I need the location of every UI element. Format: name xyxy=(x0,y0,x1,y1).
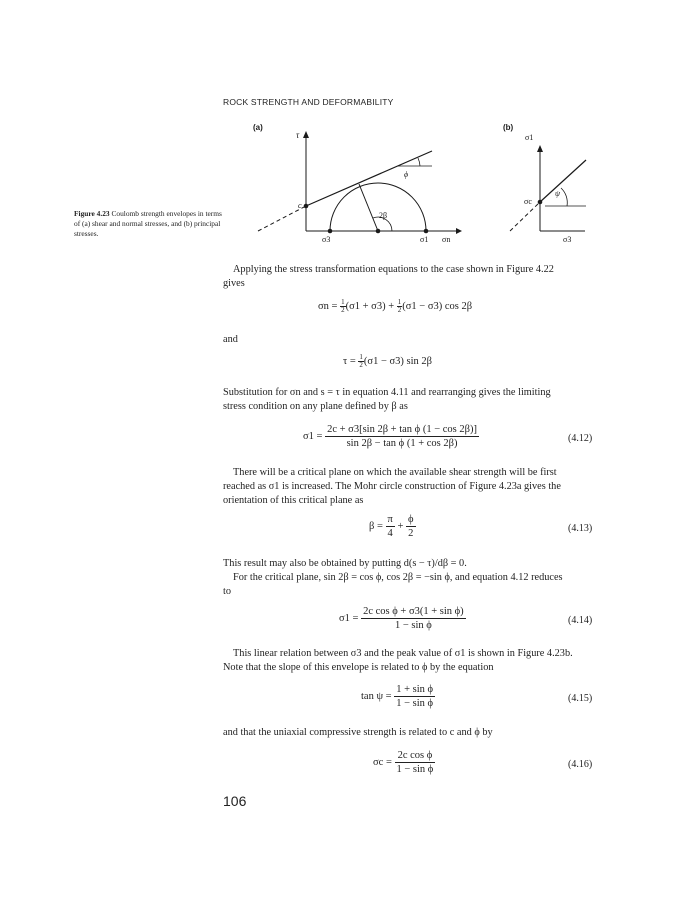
eq414-denominator: 1 − sin ϕ xyxy=(394,620,432,631)
phi-arc xyxy=(418,158,420,166)
eq415-numerator: 1 + sin ϕ xyxy=(396,684,434,695)
eq-tau-rhs: (σ1 − σ3) sin 2β xyxy=(363,355,432,367)
sigma1-point xyxy=(424,229,429,234)
eq-sn-part-2: (σ1 − σ3) cos 2β xyxy=(402,300,473,312)
sigma3-label: σ3 xyxy=(322,235,331,244)
eq413-den-1: 4 xyxy=(387,528,393,539)
paragraph-3-line-3: orientation of this critical plane as xyxy=(223,495,364,506)
eq413-lhs: β = xyxy=(369,520,383,532)
paragraph-3-line-1: There will be a critical plane on which the available shear strength will be first xyxy=(233,467,557,478)
eq415-denominator: 1 − sin ϕ xyxy=(396,698,434,709)
eq415-lhs: tan ψ = xyxy=(361,690,392,702)
equation-tau xyxy=(343,354,432,369)
sigma1-label: σ1 xyxy=(420,235,429,244)
equation-4-16 xyxy=(373,749,435,776)
half-den: 2 xyxy=(397,306,402,314)
tau-label: τ xyxy=(296,130,300,140)
paragraph-1-line-1: Applying the stress transformation equations to the case shown in Figure 4.22 xyxy=(233,264,554,275)
equation-sigma-n xyxy=(318,299,472,314)
panel-b xyxy=(503,123,586,244)
tau-axis-arrow xyxy=(303,131,309,138)
eq-sn-lhs: σn = xyxy=(318,300,341,312)
paragraph-6-line-2: Note that the slope of this envelope is related to ϕ by the equation xyxy=(223,662,494,673)
sigma3-point xyxy=(328,229,333,234)
eq412-lhs: σ1 = xyxy=(303,430,323,442)
eq415-fraction xyxy=(394,683,435,710)
eq413-fraction-1 xyxy=(386,513,395,540)
equation-4-12 xyxy=(303,423,479,450)
sigma3-axis-label: σ3 xyxy=(563,235,572,244)
eq414-fraction xyxy=(361,605,466,632)
eq416-denominator: 1 − sin ϕ xyxy=(396,764,434,775)
eq-tau-lhs: τ = xyxy=(343,355,359,367)
equation-number-4-14: (4.14) xyxy=(568,615,593,626)
sigma-c-point xyxy=(538,200,543,205)
two-beta-label: 2β xyxy=(379,211,388,220)
equation-number-4-13: (4.13) xyxy=(568,523,593,534)
phi-label: ϕ xyxy=(404,170,409,179)
mohr-radius xyxy=(359,184,378,231)
paragraph-3 xyxy=(223,466,603,508)
paragraph-5-line-2: to xyxy=(223,586,232,597)
half-den: 2 xyxy=(359,361,363,369)
half-num: 1 xyxy=(359,353,363,361)
principal-envelope-line xyxy=(540,160,586,202)
eq416-fraction xyxy=(395,749,436,776)
paragraph-2-line-2: stress condition on any plane defined by β as xyxy=(223,401,408,412)
sigma1-axis-arrow xyxy=(537,145,543,152)
sigma-n-label: σn xyxy=(442,235,451,244)
paragraph-2-line-1: Substitution for σn and s = τ in equation 4.11 and rearranging gives the limiting xyxy=(223,387,551,398)
psi-label: ψ xyxy=(555,189,560,198)
cohesion-point xyxy=(304,204,309,209)
and-connector-1: and xyxy=(223,334,238,345)
equation-4-14 xyxy=(339,605,466,632)
eq413-plus: + xyxy=(397,520,404,532)
equation-number-4-16: (4.16) xyxy=(568,759,593,770)
running-header: ROCK STRENGTH AND DEFORMABILITY xyxy=(223,97,394,107)
paragraph-6 xyxy=(223,647,603,675)
half-num: 1 xyxy=(397,298,402,306)
panel-a xyxy=(253,123,462,244)
eq416-numerator: 2c cos ϕ xyxy=(395,749,436,763)
half-den: 2 xyxy=(341,306,345,314)
page-number: 106 xyxy=(223,793,247,809)
figure-caption-text: Coulomb strength envelopes in terms of (a) shear and normal stresses, and (b) principal stresses. xyxy=(74,209,222,238)
paragraph-4: This result may also be obtained by putting d(s − τ)/dβ = 0. xyxy=(223,558,467,569)
paragraph-1-line-2: gives xyxy=(223,278,245,289)
envelope-b-dashed xyxy=(510,202,540,231)
figure-caption-label: Figure 4.23 xyxy=(74,209,110,218)
paragraph-5 xyxy=(223,571,603,599)
paragraph-1 xyxy=(223,263,603,291)
equation-number-4-12: (4.12) xyxy=(568,433,593,444)
eq412-numerator: 2c + σ3[sin 2β + tan ϕ (1 − cos 2β)] xyxy=(327,424,477,435)
cohesion-label: c xyxy=(298,201,302,210)
eq413-den-2: 2 xyxy=(408,528,414,539)
eq412-denominator: sin 2β − tan ϕ (1 + cos 2β) xyxy=(346,438,458,449)
sigma1-axis-label: σ1 xyxy=(525,133,534,142)
paragraph-6-line-1: This linear relation between σ3 and the peak value of σ1 is shown in Figure 4.23b. xyxy=(233,648,573,659)
eq412-fraction xyxy=(325,423,479,450)
panel-b-label: (b) xyxy=(503,123,514,132)
eq414-numerator: 2c cos ϕ + σ3(1 + sin ϕ) xyxy=(363,606,464,617)
sigma-n-axis-arrow xyxy=(456,228,462,234)
eq413-num-1: π xyxy=(387,514,393,525)
eq416-lhs: σc = xyxy=(373,756,392,768)
mohr-semicircle xyxy=(330,183,426,231)
circle-center-point xyxy=(376,229,381,234)
paragraph-7: and that the uniaxial compressive strength is related to c and ϕ by xyxy=(223,727,493,738)
equation-number-4-15: (4.15) xyxy=(568,693,593,704)
eq414-lhs: σ1 = xyxy=(339,612,359,624)
psi-arc xyxy=(561,188,567,206)
panel-a-label: (a) xyxy=(253,123,263,132)
sigma-c-label: σc xyxy=(524,197,532,206)
eq413-num-2: ϕ xyxy=(408,514,414,525)
equation-4-13 xyxy=(369,513,416,540)
eq-sn-part-1: (σ1 + σ3) + xyxy=(345,300,397,312)
figure-4-23 xyxy=(0,0,674,260)
equation-4-15 xyxy=(361,683,435,710)
half-num: 1 xyxy=(341,298,345,306)
paragraph-2 xyxy=(223,386,603,414)
paragraph-3-line-2: reached as σ1 is increased. The Mohr circle construction of Figure 4.23a gives the xyxy=(223,481,561,492)
paragraph-5-line-1: For the critical plane, sin 2β = cos ϕ, cos 2β = −sin ϕ, and equation 4.12 reduces xyxy=(233,572,563,583)
eq413-fraction-2 xyxy=(406,513,416,540)
